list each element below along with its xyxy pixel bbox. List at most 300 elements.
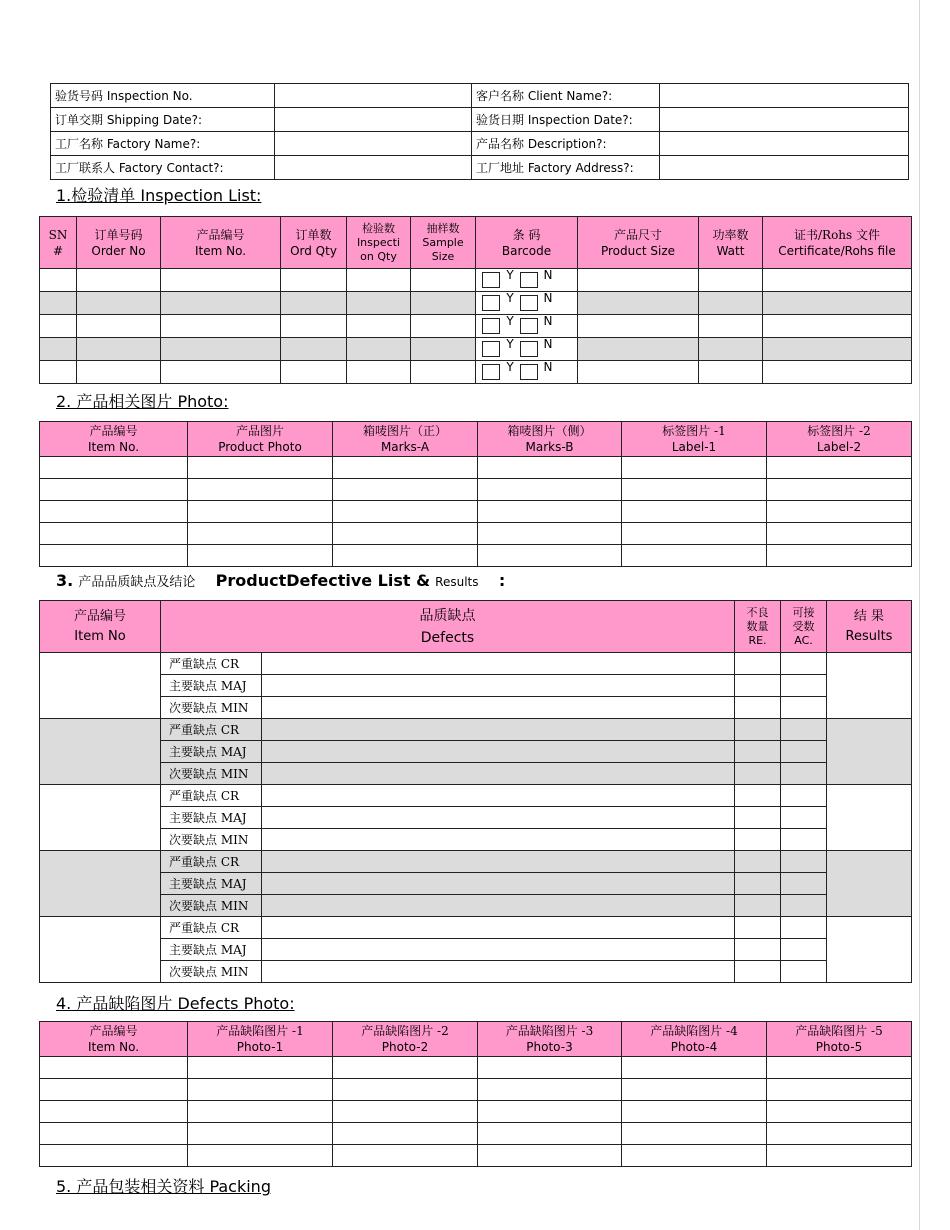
yes-label: Y [506, 314, 514, 328]
page-edge-line [919, 0, 920, 1230]
header-text: Product Size [600, 243, 675, 258]
table-cell[interactable] [622, 545, 767, 567]
yes-checkbox[interactable] [482, 272, 500, 288]
defect-level-label: 严重缺点 CR [161, 653, 262, 675]
section5-title: 5. 产品包装相关资料 Packing [56, 1177, 271, 1196]
table-cell[interactable] [40, 1101, 188, 1123]
inspection-info-table [50, 83, 909, 180]
table-cell[interactable] [763, 315, 912, 338]
ac-cell[interactable] [781, 719, 827, 741]
no-label: N [543, 337, 553, 351]
table-cell[interactable] [333, 1101, 478, 1123]
no-checkbox[interactable] [520, 364, 538, 380]
defect-item-cell[interactable] [40, 851, 161, 917]
table-cell[interactable] [699, 338, 763, 361]
header-text: 检验数 [362, 221, 395, 235]
table-cell[interactable] [40, 1145, 188, 1167]
re-cell[interactable] [735, 741, 781, 763]
table-cell[interactable] [763, 292, 912, 315]
no-checkbox[interactable] [520, 272, 538, 288]
table-cell[interactable] [77, 315, 161, 338]
defect-desc-cell[interactable] [262, 653, 735, 675]
table-cell[interactable] [699, 269, 763, 292]
barcode-yn-cell[interactable] [476, 338, 578, 361]
table-cell[interactable] [188, 457, 333, 479]
inspection-date-label: 验货日期 Inspection Date?: [472, 108, 660, 132]
table-cell[interactable] [622, 1101, 767, 1123]
table-cell[interactable] [578, 361, 699, 384]
re-cell[interactable] [735, 829, 781, 851]
table-cell[interactable] [40, 479, 188, 501]
table-cell[interactable] [40, 457, 188, 479]
defect-item-header-en: Item No [74, 628, 126, 644]
defect-row [40, 807, 912, 829]
defect-level-label: 次要缺点 MIN [161, 829, 262, 851]
photo-table-header [40, 422, 912, 457]
table-cell[interactable] [578, 292, 699, 315]
defect-item-cell[interactable] [40, 785, 161, 851]
defect-level-label: 次要缺点 MIN [161, 895, 262, 917]
header-text: on Qty [360, 249, 397, 263]
client-name-label: 客户名称 Client Name?: [472, 84, 660, 108]
table-cell[interactable] [767, 1101, 912, 1123]
header-text: Order No [91, 243, 146, 258]
header-text: 产品编号 [196, 227, 245, 242]
defect-desc-cell[interactable] [262, 675, 735, 697]
header-text: 产品缺陷图片 -5 [795, 1024, 883, 1038]
table-cell[interactable] [161, 269, 281, 292]
header-text: Label-1 [671, 440, 717, 454]
defect-row [40, 675, 912, 697]
table-cell[interactable] [478, 1145, 622, 1167]
table-cell[interactable] [188, 1079, 333, 1101]
no-label: N [543, 360, 553, 374]
table-cell[interactable] [40, 545, 188, 567]
header-text: Item No. [87, 440, 140, 454]
no-label: N [543, 314, 553, 328]
table-cell[interactable] [347, 269, 411, 292]
defect-level-label: 严重缺点 CR [161, 917, 262, 939]
table-cell[interactable] [578, 269, 699, 292]
table-cell[interactable] [77, 361, 161, 384]
table-cell[interactable] [578, 338, 699, 361]
table-cell[interactable] [161, 361, 281, 384]
table-cell[interactable] [622, 523, 767, 545]
defect-row [40, 785, 912, 807]
header-text: Photo-5 [815, 1040, 863, 1054]
client-name-field[interactable] [660, 84, 909, 108]
table-cell[interactable] [40, 361, 77, 384]
table-cell[interactable] [40, 338, 77, 361]
table-cell[interactable] [478, 1057, 622, 1079]
table-cell[interactable] [411, 269, 476, 292]
factory-address-label: 工厂地址 Factory Address?: [472, 156, 660, 180]
header-text: 条 码 [512, 227, 541, 242]
re-cell[interactable] [735, 873, 781, 895]
re-header-1: 不良 [746, 605, 769, 619]
re-cell[interactable] [735, 697, 781, 719]
header-text: 产品缺陷图片 -4 [650, 1024, 738, 1038]
header-text: Label-2 [816, 440, 862, 454]
ac-cell[interactable] [781, 653, 827, 675]
ac-cell[interactable] [781, 697, 827, 719]
yes-checkbox[interactable] [482, 295, 500, 311]
table-cell[interactable] [622, 1123, 767, 1145]
result-cell[interactable] [827, 917, 912, 983]
table-cell[interactable] [347, 292, 411, 315]
table-cell[interactable] [77, 292, 161, 315]
table-cell[interactable] [333, 1057, 478, 1079]
defect-desc-cell[interactable] [262, 829, 735, 851]
results-header [827, 601, 912, 653]
header-cell [333, 1022, 478, 1057]
results-header-en: Results [845, 628, 893, 644]
header-cell [40, 1022, 188, 1057]
table-cell[interactable] [77, 269, 161, 292]
ac-cell[interactable] [781, 873, 827, 895]
table-cell[interactable] [281, 315, 347, 338]
header-text: Inspecti [356, 235, 401, 249]
header-cell [622, 422, 767, 457]
section3-en1: Product [215, 571, 287, 590]
table-cell[interactable] [333, 1145, 478, 1167]
table-cell[interactable] [188, 1101, 333, 1123]
header-text: 订单号码 [94, 227, 143, 242]
no-checkbox[interactable] [520, 341, 538, 357]
defects-photo-header [40, 1022, 912, 1057]
header-text: 产品缺陷图片 -2 [361, 1024, 449, 1038]
table-cell[interactable] [40, 1123, 188, 1145]
no-label: N [543, 268, 553, 282]
table-cell[interactable] [411, 361, 476, 384]
defect-row [40, 829, 912, 851]
header-cell [281, 217, 347, 269]
result-cell[interactable] [827, 785, 912, 851]
header-text: 产品缺陷图片 -3 [505, 1024, 594, 1038]
barcode-yn-cell[interactable] [476, 361, 578, 384]
table-cell[interactable] [622, 1145, 767, 1167]
header-text: Barcode [501, 243, 552, 258]
ac-cell[interactable] [781, 895, 827, 917]
factory-address-field[interactable] [660, 156, 909, 180]
defect-level-label: 主要缺点 MAJ [161, 807, 262, 829]
header-text: Photo-4 [670, 1040, 718, 1054]
defect-row [40, 895, 912, 917]
header-cell [763, 217, 912, 269]
section3-cn: 产品品质缺点及结论 [78, 575, 196, 590]
table-cell[interactable] [478, 479, 622, 501]
table-cell[interactable] [333, 1123, 478, 1145]
table-cell[interactable] [622, 501, 767, 523]
yes-label: Y [506, 360, 514, 374]
table-cell[interactable] [767, 523, 912, 545]
table-cell[interactable] [281, 338, 347, 361]
table-row [40, 1079, 912, 1101]
header-text: Marks-B [525, 440, 574, 454]
re-cell[interactable] [735, 917, 781, 939]
table-cell[interactable] [699, 361, 763, 384]
table-cell[interactable] [347, 315, 411, 338]
inspection-no-label: 验货号码 Inspection No. [51, 84, 275, 108]
section3-en2: Defective List & [286, 571, 431, 590]
barcode-yn-cell[interactable] [476, 292, 578, 315]
re-cell[interactable] [735, 895, 781, 917]
table-cell[interactable] [478, 501, 622, 523]
header-text: Product Photo [218, 440, 302, 454]
table-cell[interactable] [161, 292, 281, 315]
re-cell[interactable] [735, 653, 781, 675]
table-cell[interactable] [767, 1145, 912, 1167]
table-cell[interactable] [767, 457, 912, 479]
description-field[interactable] [660, 132, 909, 156]
re-cell[interactable] [735, 763, 781, 785]
barcode-yn-cell[interactable] [476, 315, 578, 338]
table-row [40, 292, 912, 315]
table-cell[interactable] [411, 292, 476, 315]
re-header-3: RE. [748, 633, 767, 647]
table-cell[interactable] [767, 1123, 912, 1145]
defect-row [40, 939, 912, 961]
defect-row [40, 917, 912, 939]
table-row [40, 1101, 912, 1123]
ac-cell[interactable] [781, 741, 827, 763]
header-text: 标签图片 -2 [807, 424, 871, 438]
defect-desc-cell[interactable] [262, 807, 735, 829]
factory-name-label: 工厂名称 Factory Name?: [51, 132, 275, 156]
ac-cell[interactable] [781, 829, 827, 851]
header-cell [478, 1022, 622, 1057]
defect-level-label: 主要缺点 MAJ [161, 873, 262, 895]
header-text: Size [431, 249, 455, 263]
table-cell[interactable] [188, 1145, 333, 1167]
section1-title: 1.检验清单 Inspection List: [56, 186, 262, 205]
table-cell[interactable] [767, 501, 912, 523]
header-text: Certificate/Rohs file [778, 243, 896, 258]
header-text: 箱唛图片（侧） [507, 424, 592, 438]
table-cell[interactable] [161, 338, 281, 361]
table-row [40, 361, 912, 384]
table-cell[interactable] [40, 501, 188, 523]
table-cell[interactable] [333, 545, 478, 567]
ac-cell[interactable] [781, 917, 827, 939]
defect-row [40, 741, 912, 763]
defect-desc-cell[interactable] [262, 851, 735, 873]
yes-checkbox[interactable] [482, 341, 500, 357]
defect-desc-cell[interactable] [262, 895, 735, 917]
table-row [40, 1145, 912, 1167]
header-text: 箱唛图片（正） [362, 424, 447, 438]
defect-desc-cell[interactable] [262, 917, 735, 939]
defect-level-label: 主要缺点 MAJ [161, 741, 262, 763]
description-label: 产品名称 Description?: [472, 132, 660, 156]
table-cell[interactable] [622, 1057, 767, 1079]
table-cell[interactable] [333, 1079, 478, 1101]
table-cell[interactable] [478, 545, 622, 567]
re-cell[interactable] [735, 961, 781, 983]
table-cell[interactable] [411, 338, 476, 361]
defects-photo-table [39, 1021, 912, 1167]
header-text: 产品图片 [235, 424, 284, 438]
no-checkbox[interactable] [520, 295, 538, 311]
table-cell[interactable] [763, 361, 912, 384]
re-cell[interactable] [735, 719, 781, 741]
table-cell[interactable] [77, 338, 161, 361]
table-cell[interactable] [347, 361, 411, 384]
table-cell[interactable] [188, 523, 333, 545]
table-cell[interactable] [478, 523, 622, 545]
defect-item-header [40, 601, 161, 653]
defect-level-label: 严重缺点 CR [161, 785, 262, 807]
factory-name-field[interactable] [275, 132, 472, 156]
ac-cell[interactable] [781, 961, 827, 983]
section3-en3: Results [435, 575, 479, 589]
no-checkbox[interactable] [520, 318, 538, 334]
table-cell[interactable] [281, 361, 347, 384]
defect-row [40, 697, 912, 719]
header-cell [77, 217, 161, 269]
ac-cell[interactable] [781, 851, 827, 873]
table-cell[interactable] [161, 315, 281, 338]
defect-desc-cell[interactable] [262, 873, 735, 895]
table-cell[interactable] [188, 479, 333, 501]
table-cell[interactable] [411, 315, 476, 338]
table-cell[interactable] [347, 338, 411, 361]
table-cell[interactable] [622, 479, 767, 501]
table-cell[interactable] [281, 292, 347, 315]
defect-list-table [39, 600, 912, 983]
table-cell[interactable] [40, 1079, 188, 1101]
defect-row [40, 763, 912, 785]
re-cell[interactable] [735, 851, 781, 873]
table-cell[interactable] [281, 269, 347, 292]
table-cell[interactable] [767, 1057, 912, 1079]
table-cell[interactable] [767, 545, 912, 567]
section4-title: 4. 产品缺陷图片 Defects Photo: [56, 994, 295, 1013]
re-header-2: 数量 [746, 619, 769, 633]
defect-desc-cell[interactable] [262, 719, 735, 741]
defect-desc-cell[interactable] [262, 961, 735, 983]
header-cell [767, 1022, 912, 1057]
re-cell[interactable] [735, 807, 781, 829]
inspection-date-field[interactable] [660, 108, 909, 132]
re-cell[interactable] [735, 939, 781, 961]
header-text: 产品编号 [89, 424, 138, 438]
defect-row [40, 961, 912, 983]
defect-level-label: 次要缺点 MIN [161, 763, 262, 785]
re-cell[interactable] [735, 785, 781, 807]
result-cell[interactable] [827, 719, 912, 785]
table-cell[interactable] [622, 1079, 767, 1101]
header-text: Sample [422, 235, 464, 249]
header-cell [40, 217, 77, 269]
table-cell[interactable] [40, 523, 188, 545]
table-cell[interactable] [333, 523, 478, 545]
table-cell[interactable] [767, 479, 912, 501]
table-cell[interactable] [40, 1057, 188, 1079]
shipping-date-field[interactable] [275, 108, 472, 132]
table-cell[interactable] [333, 479, 478, 501]
defect-desc-cell[interactable] [262, 763, 735, 785]
table-cell[interactable] [478, 1079, 622, 1101]
header-text: 证书/Rohs 文件 [793, 227, 880, 242]
table-cell[interactable] [699, 292, 763, 315]
table-row [40, 338, 912, 361]
defect-desc-cell[interactable] [262, 741, 735, 763]
defects-header-en: Defects [420, 629, 475, 646]
section3-title [56, 571, 505, 590]
table-row [40, 545, 912, 567]
ac-cell[interactable] [781, 763, 827, 785]
barcode-yn-cell[interactable] [476, 269, 578, 292]
table-row [40, 1057, 912, 1079]
defect-item-cell[interactable] [40, 917, 161, 983]
defects-header [161, 601, 735, 653]
table-cell[interactable] [699, 315, 763, 338]
ac-cell[interactable] [781, 675, 827, 697]
header-cell [767, 422, 912, 457]
header-cell [578, 217, 699, 269]
yes-checkbox[interactable] [482, 364, 500, 380]
table-cell[interactable] [188, 545, 333, 567]
table-row [40, 269, 912, 292]
table-row [40, 1123, 912, 1145]
defect-item-cell[interactable] [40, 719, 161, 785]
table-cell[interactable] [622, 457, 767, 479]
no-label: N [543, 291, 553, 305]
table-cell[interactable] [478, 457, 622, 479]
table-cell[interactable] [763, 269, 912, 292]
defect-desc-cell[interactable] [262, 697, 735, 719]
defect-desc-cell[interactable] [262, 939, 735, 961]
table-row [40, 501, 912, 523]
table-cell[interactable] [333, 501, 478, 523]
result-cell[interactable] [827, 653, 912, 719]
table-cell[interactable] [188, 501, 333, 523]
header-text: 抽样数 [426, 221, 460, 235]
ac-cell[interactable] [781, 939, 827, 961]
table-cell[interactable] [40, 292, 77, 315]
defect-level-label: 主要缺点 MAJ [161, 675, 262, 697]
defect-item-cell[interactable] [40, 653, 161, 719]
inspection-list-header [40, 217, 912, 269]
table-cell[interactable] [478, 1101, 622, 1123]
table-row [40, 315, 912, 338]
table-cell[interactable] [188, 1123, 333, 1145]
factory-contact-field[interactable] [275, 156, 472, 180]
defect-level-label: 主要缺点 MAJ [161, 939, 262, 961]
table-cell[interactable] [478, 1123, 622, 1145]
ac-header [781, 601, 827, 653]
table-cell[interactable] [763, 338, 912, 361]
table-cell[interactable] [40, 315, 77, 338]
yes-label: Y [506, 291, 514, 305]
ac-cell[interactable] [781, 785, 827, 807]
factory-contact-label: 工厂联系人 Factory Contact?: [51, 156, 275, 180]
table-cell[interactable] [40, 269, 77, 292]
table-cell[interactable] [188, 1057, 333, 1079]
table-cell[interactable] [578, 315, 699, 338]
re-cell[interactable] [735, 675, 781, 697]
yes-checkbox[interactable] [482, 318, 500, 334]
inspection-no-field[interactable] [275, 84, 472, 108]
defect-desc-cell[interactable] [262, 785, 735, 807]
table-cell[interactable] [333, 457, 478, 479]
header-cell [622, 1022, 767, 1057]
defect-level-label: 严重缺点 CR [161, 851, 262, 873]
result-cell[interactable] [827, 851, 912, 917]
table-cell[interactable] [767, 1079, 912, 1101]
ac-cell[interactable] [781, 807, 827, 829]
